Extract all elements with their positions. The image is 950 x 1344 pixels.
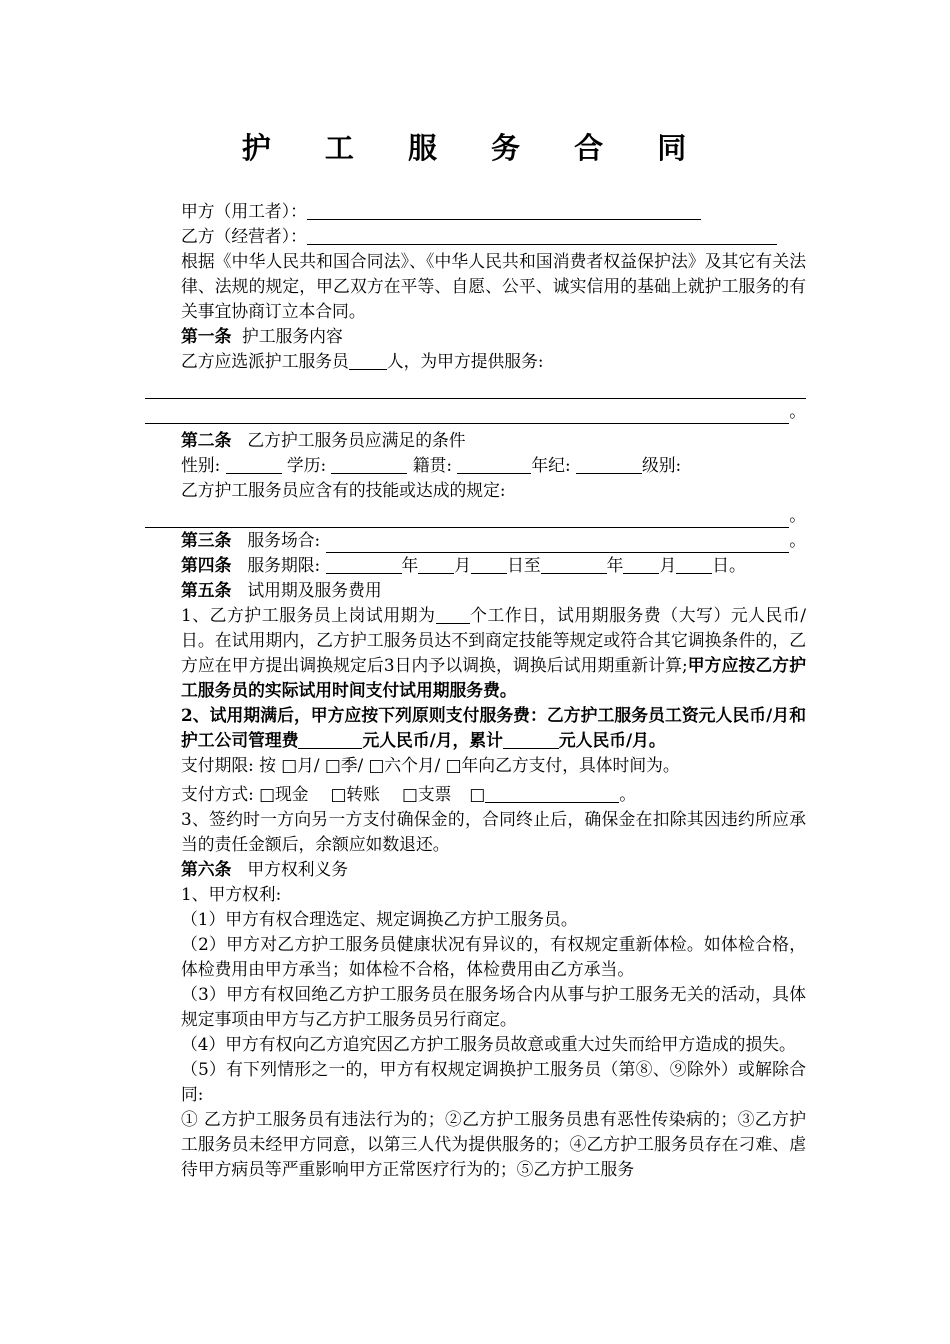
article-1-number: 第一条 xyxy=(181,326,232,346)
article-4-number: 第四条 xyxy=(181,555,232,575)
article-2-fields xyxy=(145,453,806,478)
start-month-blank[interactable] xyxy=(418,556,454,574)
skills-blank[interactable] xyxy=(145,507,789,528)
end-year-blank[interactable] xyxy=(541,556,607,574)
end-month-blank[interactable] xyxy=(623,556,659,574)
party-b-blank[interactable] xyxy=(307,227,777,245)
article-5-heading xyxy=(145,578,806,603)
fee-text-b: 元人民币/月，累计 xyxy=(362,730,503,750)
article-1-title: 护工服务内容 xyxy=(242,326,343,346)
article-2-end: 。 xyxy=(789,505,806,525)
start-year-unit: 年 xyxy=(401,555,419,575)
right-item-2: （2）甲方对乙方护工服务员健康状况有异议的，有权规定重新体检。如体检合格，体检费用由甲方承当；如体检不合格，体检费用由乙方承当。 xyxy=(181,934,806,979)
end-month-unit: 月 xyxy=(659,555,677,575)
service-content-blank[interactable] xyxy=(145,403,789,424)
total-fee-blank[interactable] xyxy=(503,731,559,749)
end-day-blank[interactable] xyxy=(676,556,712,574)
start-year-blank[interactable] xyxy=(326,556,402,574)
article-3-end: 。 xyxy=(789,530,806,550)
age-blank[interactable] xyxy=(576,456,642,474)
article-1-text-a: 乙方应选派护工服务员 xyxy=(181,351,349,371)
party-a-blank[interactable] xyxy=(307,202,701,220)
trial-text-a: 1、乙方护工服务员上岗试用期为 xyxy=(181,605,436,625)
right-item-4: （4）甲方有权向乙方追究因乙方护工服务员故意或重大过失而给甲方造成的损失。 xyxy=(181,1034,796,1054)
article-5-number: 第五条 xyxy=(181,580,232,600)
age-label: 年纪: xyxy=(531,455,571,475)
party-a-line xyxy=(145,199,806,224)
article-3-line xyxy=(145,528,806,553)
payment-method-end: 。 xyxy=(619,784,637,804)
trial-text-b: 个工作日，试用期服务费（大写）元人民币/日。在试用期内，乙方护工服务员达不到商定技能等规定或符合其它调换条件的，乙方应在甲方提出调换规定后3日内予以调换，调换后试用期重新计算; xyxy=(181,605,806,675)
article-6-number: 第六条 xyxy=(181,859,232,879)
service-place-label: 服务场合: xyxy=(247,530,321,550)
article-5-title: 试用期及服务费用 xyxy=(247,580,382,600)
mgmt-fee-blank[interactable] xyxy=(298,731,362,749)
party-a-rights-heading: 1、甲方权利: xyxy=(181,884,282,904)
right-item-6: ① 乙方护工服务员有违法行为的；②乙方护工服务员患有恶性传染病的；③乙方护工服务员未经甲方同意，以第三人代为提供服务的；④乙方护工服务员存在刁难、虐待甲方病员等严重影响甲方正常医疗行为的；⑤乙方护工服务 xyxy=(181,1109,806,1179)
article-6-title: 甲方权利义务 xyxy=(247,859,349,879)
service-content-line-2 xyxy=(145,399,806,424)
option-other-checkbox[interactable]: □ xyxy=(469,784,486,804)
payment-term xyxy=(145,753,806,778)
intro-paragraph: 根据《中华人民共和国合同法》、《中华人民共和国消费者权益保护法》及其它有关法律、法规的规定，甲乙双方在平等、自愿、公平、诚实信用的基础上就护工服务的有关事宜协商订立本合同。 xyxy=(181,251,806,321)
option-transfer-checkbox[interactable]: □转账 xyxy=(330,784,380,804)
skills-rule xyxy=(145,503,806,528)
trial-text-bold: 甲方应按乙方护工服务员的实际试用时间支付试用期服务费。 xyxy=(181,655,806,700)
article-5-clause-1 xyxy=(145,603,806,703)
service-content-line-1[interactable] xyxy=(145,374,806,399)
staff-count-blank[interactable] xyxy=(349,352,387,370)
article-4-line xyxy=(145,553,806,578)
article-5-clause-2 xyxy=(145,703,806,753)
service-place-blank[interactable] xyxy=(326,532,790,553)
article-1-line xyxy=(145,349,806,374)
option-cash-checkbox[interactable]: □现金 xyxy=(259,784,309,804)
end-day-unit: 日。 xyxy=(712,555,746,575)
end-year-unit: 年 xyxy=(606,555,624,575)
payment-term-end: 。 xyxy=(662,755,680,775)
option-check-checkbox[interactable]: □支票 xyxy=(401,784,452,804)
article-2-heading xyxy=(145,428,806,453)
education-label: 学历: xyxy=(286,455,327,475)
contract-title: 护 工 服 务 合 同 xyxy=(241,131,709,165)
right-item-5: （5）有下列情形之一的，甲方有权规定调换护工服务员（第⑧、⑨除外）或解除合同: xyxy=(181,1059,806,1104)
start-day-blank[interactable] xyxy=(471,556,507,574)
payment-term-text: 支付期限: 按 □月/ □季/ □六个月/ □年向乙方支付，具体时间为 xyxy=(181,755,663,775)
payment-method-label: 支付方式: xyxy=(181,784,254,804)
article-5-clause-3: 3、签约时一方向另一方支付确保金的，合同终止后，确保金在扣除其因违约所应承当的责任金额后，余额应如数退还。 xyxy=(181,809,806,854)
article-1-end: 。 xyxy=(789,401,806,421)
article-1-text-b: 人，为甲方提供服务: xyxy=(386,351,544,371)
gender-blank[interactable] xyxy=(226,456,282,474)
article-2-title: 乙方护工服务员应满足的条件 xyxy=(247,430,466,450)
origin-blank[interactable] xyxy=(457,456,531,474)
party-a-label: 甲方（用工者）： xyxy=(181,201,307,221)
start-month-unit: 月 xyxy=(454,555,472,575)
level-label: 级别: xyxy=(641,455,682,475)
skills-line: 乙方护工服务员应含有的技能或达成的规定: xyxy=(181,480,506,500)
contract-body xyxy=(145,199,806,1182)
article-6-heading xyxy=(145,857,806,882)
party-b-label: 乙方（经营者）： xyxy=(181,226,307,246)
other-method-blank[interactable] xyxy=(485,785,619,803)
education-blank[interactable] xyxy=(331,456,407,474)
gender-label: 性别: xyxy=(181,455,221,475)
fee-text-c: 元人民币/月。 xyxy=(558,730,666,750)
right-item-3: （3）甲方有权回绝乙方护工服务员在服务场合内从事与护工服务无关的活动，具体规定事项由甲方与乙方护工服务员另行商定。 xyxy=(181,984,806,1029)
payment-method xyxy=(145,782,806,807)
party-b-line xyxy=(145,224,806,249)
article-2-number: 第二条 xyxy=(181,430,232,450)
article-1-heading xyxy=(145,324,806,349)
trial-days-blank[interactable] xyxy=(436,606,470,624)
start-day-unit: 日至 xyxy=(507,555,541,575)
service-period-label: 服务期限: xyxy=(247,555,321,575)
article-3-number: 第三条 xyxy=(181,530,232,550)
origin-label: 籍贯: xyxy=(412,455,453,475)
right-item-1: （1）甲方有权合理选定、规定调换乙方护工服务员。 xyxy=(181,909,578,929)
fee-text-a: 2、试用期满后，甲方应按下列原则支付服务费：乙方护工服务员工资元人民币/月和护工公司管理费 xyxy=(181,705,806,750)
